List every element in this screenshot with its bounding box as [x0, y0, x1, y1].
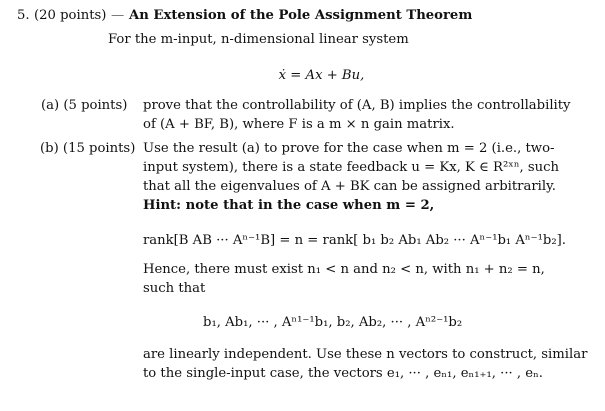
- system-equation: ẋ = Ax + Bu,: [278, 68, 365, 83]
- rank-equation: rank[B AB ··· Aⁿ⁻¹B] = n = rank[ b₁ b₂ Ab₁ Ab₂ ··· Aⁿ⁻¹b₁ Aⁿ⁻¹b₂].: [143, 233, 566, 248]
- closing-line-1: are linearly independent. Use these n vectors to construct, similar: [143, 347, 588, 362]
- part-b-line-1: Use the result (a) to prove for the case when m = 2 (i.e., two-: [143, 141, 555, 156]
- hence-line-1: Hence, there must exist n₁ < n and n₂ < n, with n₁ + n₂ = n,: [143, 262, 545, 277]
- part-b-hint: Hint: note that in the case when m = 2,: [143, 198, 435, 213]
- part-b-line-2: input system), there is a state feedback u = Kx, K ∈ R²ˣⁿ, such: [143, 160, 560, 175]
- closing-line-2: to the single-input case, the vectors e₁, ··· , eₙ₁, eₙ₁₊₁, ··· , eₙ.: [143, 366, 543, 381]
- hence-line-2: such that: [143, 281, 206, 296]
- problem-intro: For the m-input, n-dimensional linear system: [108, 32, 409, 47]
- title-dash: —: [111, 8, 125, 23]
- problem-title: An Extension of the Pole Assignment Theorem: [129, 8, 473, 23]
- part-a-label: (a) (5 points): [41, 98, 128, 113]
- part-b-line-3: that all the eigenvalues of A + BK can be assigned arbitrarily.: [143, 179, 556, 194]
- part-a-line-1: prove that the controllability of (A, B) implies the controllability: [143, 98, 571, 113]
- independent-vectors: b₁, Ab₁, ··· , Aⁿ¹⁻¹b₁, b₂, Ab₂, ··· , Aⁿ²⁻¹b₂: [203, 315, 463, 330]
- problem-number: 5.: [17, 8, 30, 23]
- part-b-label: (b) (15 points): [40, 141, 136, 156]
- problem-points: (20 points): [34, 8, 107, 23]
- part-a-line-2: of (A + BF, B), where F is a m × n gain matrix.: [143, 117, 455, 132]
